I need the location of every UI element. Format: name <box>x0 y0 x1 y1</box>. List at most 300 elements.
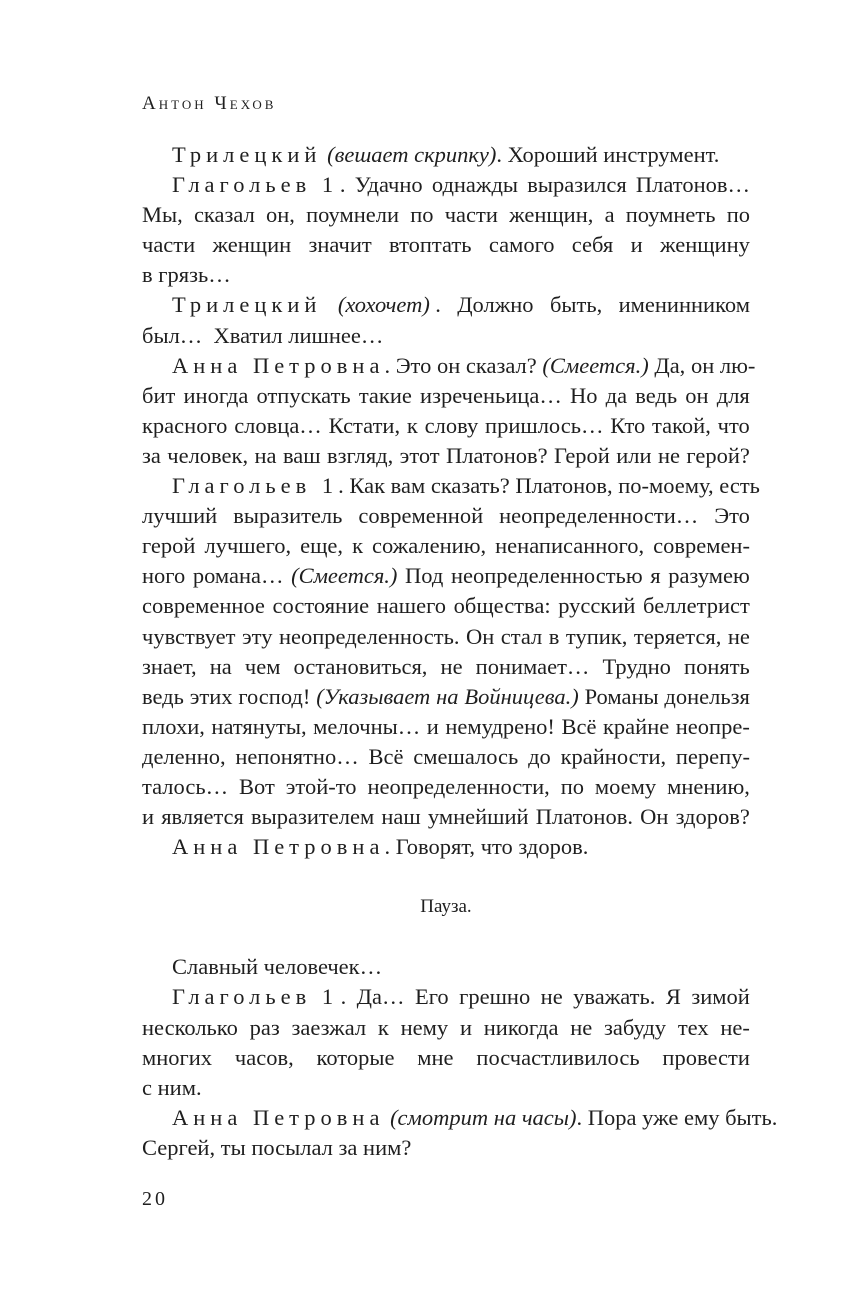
word: не <box>540 984 563 1010</box>
word: крайности, <box>560 743 667 769</box>
word: . <box>576 1104 583 1130</box>
word <box>327 290 333 320</box>
word: не <box>727 623 750 649</box>
word <box>439 712 445 742</box>
speaker-name: Глагольев 1 <box>172 984 339 1010</box>
word: грешно <box>459 984 531 1010</box>
word <box>202 321 213 351</box>
word: не <box>657 442 681 468</box>
word: не <box>570 1014 593 1040</box>
word: . <box>496 142 503 167</box>
word <box>659 772 665 802</box>
word: Романы <box>584 683 659 709</box>
word: Трудно <box>602 653 671 679</box>
remark-word: Войницева.) <box>464 683 579 709</box>
word: нему <box>400 1014 449 1040</box>
word <box>352 381 358 411</box>
text-line <box>142 170 750 200</box>
word: Всё <box>368 743 404 769</box>
word: ного <box>142 563 186 589</box>
word <box>221 1043 227 1073</box>
word <box>403 1043 409 1073</box>
word <box>652 441 658 471</box>
word <box>446 290 452 320</box>
text-line <box>142 652 750 682</box>
word: заезжал <box>291 1014 367 1040</box>
word <box>236 652 242 682</box>
word: . <box>384 352 391 378</box>
word <box>284 652 290 682</box>
word: Вот <box>239 773 275 799</box>
word <box>177 381 183 411</box>
word <box>646 531 652 561</box>
word: пришлось… <box>485 412 604 438</box>
word <box>365 531 371 561</box>
word: изреченьица… <box>420 382 562 408</box>
word <box>629 170 635 200</box>
word: поумнеть <box>625 202 716 228</box>
word: или <box>616 442 652 468</box>
word: непонятно… <box>235 743 359 769</box>
text-line <box>142 501 750 531</box>
word: неопределенности, <box>367 773 550 799</box>
word <box>370 591 376 621</box>
word: ты <box>220 1134 246 1160</box>
word <box>436 200 442 230</box>
text-line <box>142 982 750 1012</box>
word: лучшего, <box>204 533 292 559</box>
word <box>401 411 407 441</box>
text-line <box>142 1043 750 1073</box>
word: забуду <box>604 1014 667 1040</box>
word: иногда <box>183 382 249 408</box>
word <box>422 802 428 832</box>
text-line <box>142 1103 778 1133</box>
word: выразитель <box>233 503 343 529</box>
text-line <box>142 802 750 832</box>
word: есть <box>719 473 760 499</box>
word: раз <box>249 1014 280 1040</box>
text-line <box>142 1013 750 1043</box>
word: разумею <box>668 563 750 589</box>
play-text <box>142 140 778 1163</box>
word <box>644 561 650 591</box>
word <box>440 441 446 471</box>
word <box>284 561 290 591</box>
word: он, <box>266 202 295 228</box>
speaker-name: Анна Петровна <box>172 834 385 860</box>
word <box>460 622 466 652</box>
word <box>277 772 283 802</box>
word: он <box>690 352 715 378</box>
word <box>249 441 255 471</box>
word: словца… <box>234 412 322 438</box>
word: инструмент. <box>603 142 720 167</box>
word: . <box>384 834 391 860</box>
word <box>675 652 681 682</box>
word: до <box>528 743 551 769</box>
word: тупик, <box>565 623 628 649</box>
word <box>228 411 234 441</box>
word: Платонов. <box>535 804 633 830</box>
word: которые <box>316 1044 395 1070</box>
word <box>406 742 412 772</box>
remark-word: (Смеется.) <box>291 563 398 589</box>
word: вам <box>390 473 426 499</box>
word <box>402 200 408 230</box>
word: Он <box>465 623 495 649</box>
word <box>298 200 304 230</box>
word: себя <box>571 232 614 258</box>
word <box>302 1043 308 1073</box>
word <box>608 290 614 320</box>
word: для <box>716 382 750 408</box>
word: бит <box>142 382 176 408</box>
word: является <box>161 804 244 830</box>
word <box>555 712 561 742</box>
word: посчастливилось <box>476 1044 640 1070</box>
word: плохи, <box>142 713 205 739</box>
speaker-name: Трилецкий <box>172 292 322 318</box>
word: лишнее… <box>288 322 384 348</box>
word <box>258 200 264 230</box>
remark-word: часы) <box>521 1104 577 1130</box>
word <box>447 591 453 621</box>
word <box>398 561 404 591</box>
word: состояние <box>272 593 370 619</box>
word: я <box>650 563 661 589</box>
word <box>186 200 192 230</box>
word <box>466 652 472 682</box>
word: ненаписанного, <box>495 533 645 559</box>
word <box>529 802 535 832</box>
word <box>462 1043 468 1073</box>
word <box>413 381 419 411</box>
word <box>560 230 566 260</box>
word: выразителем <box>251 804 375 830</box>
word: на <box>209 653 232 679</box>
word: сказал? <box>465 352 537 378</box>
word <box>703 501 709 531</box>
word <box>595 1013 601 1043</box>
word: быть, <box>549 292 603 318</box>
word: современной <box>358 503 484 529</box>
text-line <box>142 1073 750 1103</box>
word: Под <box>405 563 444 589</box>
text-line <box>142 140 750 170</box>
word <box>520 170 526 200</box>
word: и <box>459 1014 472 1040</box>
word <box>222 501 228 531</box>
word: такой, <box>652 412 711 438</box>
text-line <box>142 441 750 471</box>
word: Славный <box>172 954 259 980</box>
word <box>424 170 430 200</box>
word <box>347 170 353 200</box>
word: поумнели <box>306 202 400 228</box>
word: посылал <box>251 1134 333 1160</box>
word <box>361 742 367 772</box>
word: неопре- <box>675 713 750 739</box>
word: наш <box>381 804 421 830</box>
word <box>501 200 507 230</box>
word <box>543 622 549 652</box>
word <box>634 802 640 832</box>
word <box>563 381 569 411</box>
speaker-name: Трилецкий <box>172 142 322 167</box>
word <box>477 230 483 260</box>
word: части <box>142 232 196 258</box>
word <box>488 531 494 561</box>
blank-line <box>142 922 750 952</box>
text-line <box>142 832 750 862</box>
word: Он <box>640 804 669 830</box>
word <box>200 652 206 682</box>
word: герой? <box>686 442 750 468</box>
remark-word: (Указывает <box>316 683 431 709</box>
word <box>669 1013 675 1043</box>
word <box>669 802 675 832</box>
word: за <box>142 442 161 468</box>
word: с <box>142 1074 152 1100</box>
word <box>670 712 676 742</box>
word <box>610 441 616 471</box>
word: Платонов? <box>446 442 548 468</box>
word <box>277 441 283 471</box>
word <box>418 411 424 441</box>
word <box>533 982 539 1012</box>
stage-direction <box>142 892 750 922</box>
word <box>678 381 684 411</box>
word: беллетрист <box>643 593 750 619</box>
word: неопределенности… <box>499 503 699 529</box>
word: и <box>426 713 439 739</box>
word <box>475 1013 481 1043</box>
word: немудрено! <box>445 713 555 739</box>
text-line <box>142 471 760 501</box>
text-line <box>142 622 750 652</box>
word: донельзя <box>664 683 750 709</box>
text-line <box>142 682 750 712</box>
word <box>228 742 234 772</box>
word <box>648 230 654 260</box>
word: женщин, <box>509 202 594 228</box>
word: русский <box>558 593 636 619</box>
word <box>359 772 365 802</box>
word: Мы, <box>142 202 183 228</box>
word: человечек… <box>263 954 383 980</box>
word <box>619 230 625 260</box>
word: этой-то <box>285 773 357 799</box>
word <box>658 982 664 1012</box>
word: уважать. <box>573 984 656 1010</box>
word: Платонов, <box>515 473 613 499</box>
word <box>236 622 242 652</box>
remark-word: на <box>493 1104 517 1130</box>
word: тех <box>677 1014 709 1040</box>
word <box>205 712 211 742</box>
word <box>241 1013 247 1043</box>
word: Это <box>395 352 432 378</box>
speaker-name: Глагольев 1 <box>172 172 339 198</box>
word <box>548 441 554 471</box>
word <box>345 531 351 561</box>
word <box>307 712 313 742</box>
word: современное <box>142 593 265 619</box>
word: самого <box>488 232 555 258</box>
word <box>283 1013 289 1043</box>
word: что <box>717 412 750 438</box>
word: он <box>436 352 461 378</box>
word <box>711 411 717 441</box>
word: что <box>480 834 513 860</box>
word <box>668 742 674 772</box>
word: уже <box>642 1104 679 1130</box>
word <box>431 652 437 682</box>
word <box>488 501 494 531</box>
word: сожалению, <box>372 533 487 559</box>
word: Я <box>665 984 681 1010</box>
remark-word: на <box>436 683 459 709</box>
word: нашего <box>376 593 446 619</box>
word: Хороший <box>507 142 598 167</box>
word <box>245 802 251 832</box>
word <box>201 230 207 260</box>
word <box>646 411 652 441</box>
text-line <box>142 260 750 290</box>
text-line <box>142 1133 750 1163</box>
word: ваш <box>282 442 321 468</box>
word: не- <box>720 1014 750 1040</box>
word: Это <box>714 503 750 529</box>
word: лю- <box>719 352 756 378</box>
word: лучший <box>142 503 218 529</box>
word: общества: <box>453 593 551 619</box>
word: за <box>338 1134 358 1160</box>
word: . <box>338 473 344 499</box>
word: часов, <box>234 1044 294 1070</box>
word: многих <box>142 1044 213 1070</box>
word: знает, <box>142 653 197 679</box>
word <box>553 742 559 772</box>
word: быть. <box>725 1104 778 1130</box>
word <box>710 381 716 411</box>
word: в <box>142 262 153 288</box>
word: выразился <box>527 172 627 198</box>
word: Пора <box>587 1104 637 1130</box>
word <box>604 411 610 441</box>
page-number: 20 <box>142 1188 168 1210</box>
text-line <box>142 561 750 591</box>
word: Пауза. <box>420 896 472 918</box>
word <box>348 501 354 531</box>
word: здоров? <box>675 804 750 830</box>
word: Как <box>349 473 386 499</box>
text-line <box>142 742 750 772</box>
word: такие <box>358 382 412 408</box>
word: натянуты, <box>211 713 307 739</box>
word: грязь… <box>158 262 231 288</box>
word: никогда <box>483 1014 559 1040</box>
word: Кто <box>610 412 646 438</box>
word: сказать? <box>430 473 510 499</box>
word: эту <box>242 623 273 649</box>
word: провести <box>662 1044 750 1070</box>
word <box>495 622 501 652</box>
word: значит <box>308 232 372 258</box>
text-line <box>142 712 750 742</box>
word: господ! <box>238 683 311 709</box>
word <box>297 230 303 260</box>
word: ним. <box>157 1074 202 1100</box>
word: несколько <box>142 1014 238 1040</box>
word: втоптать <box>389 232 472 258</box>
word: еще, <box>300 533 344 559</box>
word: на <box>254 442 277 468</box>
word: . <box>340 984 347 1010</box>
word: понимает… <box>475 653 590 679</box>
word <box>565 982 571 1012</box>
word <box>587 772 593 802</box>
word: неопределенностью <box>450 563 643 589</box>
word <box>636 591 642 621</box>
word: слову <box>424 412 479 438</box>
word: ведь <box>142 683 184 709</box>
word <box>369 1013 375 1043</box>
word: талось… <box>142 773 229 799</box>
word <box>562 1013 568 1043</box>
word: мелочны… <box>313 713 421 739</box>
word: красного <box>142 412 228 438</box>
word <box>250 381 256 411</box>
word <box>407 982 413 1012</box>
word: мнению, <box>667 773 750 799</box>
word: Да… <box>356 984 405 1010</box>
word <box>322 411 328 441</box>
word <box>392 1013 398 1043</box>
word: да <box>605 382 628 408</box>
word <box>197 531 203 561</box>
word: современ- <box>653 533 750 559</box>
word: а <box>604 202 615 228</box>
word: здоров. <box>518 834 589 860</box>
word: . <box>435 292 441 318</box>
word: Герой <box>554 442 610 468</box>
remark-word: скрипку) <box>414 142 497 167</box>
word <box>617 200 623 230</box>
word <box>321 441 327 471</box>
word <box>552 591 558 621</box>
word: герой <box>142 533 196 559</box>
word: ним? <box>363 1134 412 1160</box>
speaker-name: Анна Петровна <box>172 1104 385 1130</box>
word: Должно <box>457 292 534 318</box>
word: этот <box>399 442 440 468</box>
word <box>520 742 526 772</box>
word <box>273 622 279 652</box>
word <box>593 652 599 682</box>
word: Платонов… <box>635 172 750 198</box>
word: остановиться, <box>293 653 428 679</box>
remark-word: (Смеется.) <box>542 352 649 378</box>
word <box>161 441 167 471</box>
word: был… <box>142 322 203 348</box>
word: не <box>440 653 463 679</box>
word <box>560 622 566 652</box>
word: стал <box>500 623 543 649</box>
text-line <box>142 290 750 320</box>
word <box>597 712 603 742</box>
